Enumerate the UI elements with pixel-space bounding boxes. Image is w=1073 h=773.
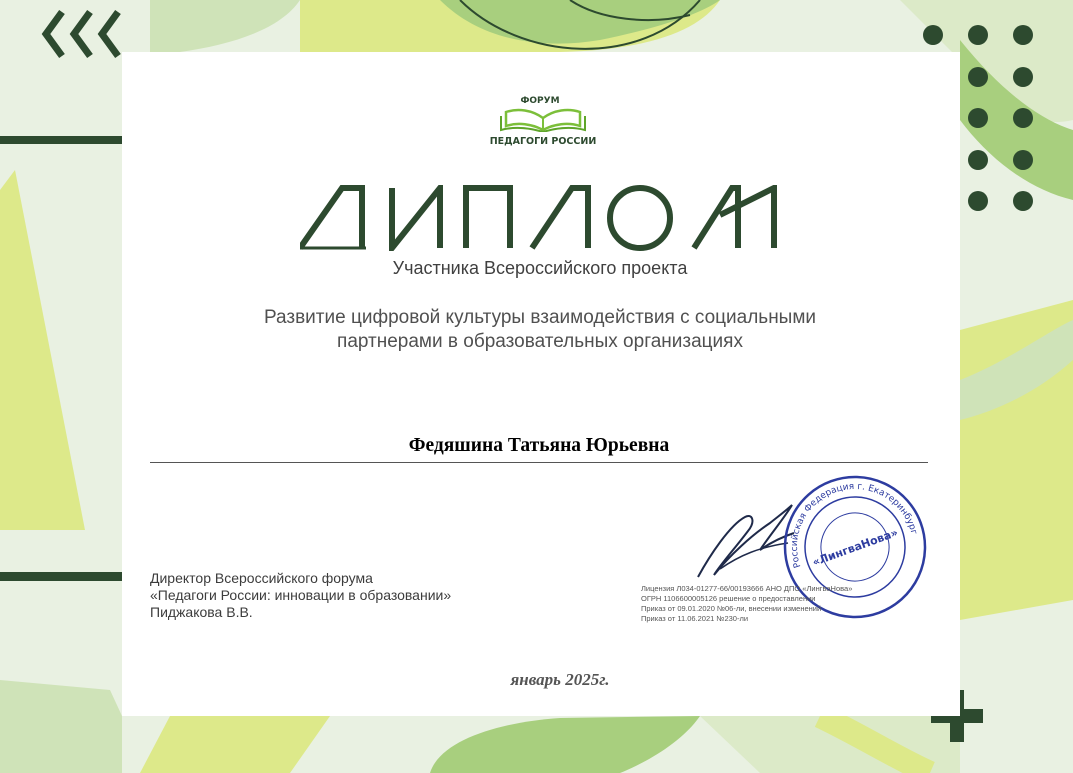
svg-text:Российская Федерация г. Екатер: Российская Федерация г. Екатеринбург <box>789 481 919 570</box>
director-line: Директор Всероссийского форума <box>150 570 373 586</box>
open-book-icon <box>500 108 586 132</box>
license-line: Приказ от 09.01.2020 №06-ли, внесении изменений <box>641 604 822 613</box>
issue-date: январь 2025г. <box>510 670 610 689</box>
project-title-line: партнерами в образовательных организациях <box>337 331 743 352</box>
license-line: Приказ от 11.06.2021 №230-ли <box>641 614 749 623</box>
logo-top-text: ФОРУМ <box>520 96 560 106</box>
license-line: Лицензия Л034-01277-66/00193666 АНО ДПО «ЛингваНова» <box>641 584 853 593</box>
license-line: ОГРН 1106600005126 решение о предоставлении <box>641 594 816 603</box>
forum-logo <box>488 88 598 150</box>
director-line: «Педагоги России: инновации в образовании» <box>150 587 452 603</box>
name-underline <box>150 462 928 463</box>
license-info <box>641 584 931 624</box>
logo-bottom-text: ПЕДАГОГИ РОССИИ <box>489 136 597 147</box>
project-title <box>180 306 900 354</box>
recipient-name: Федяшина Татьяна Юрьевна <box>408 435 670 456</box>
director-signature-block <box>150 570 570 621</box>
director-name: Пиджакова В.В. <box>150 604 253 620</box>
project-title-line: Развитие цифровой культуры взаимодействия с социальными <box>263 307 817 328</box>
diploma-subtitle: Участника Всероссийского проекта <box>392 258 688 278</box>
diploma-heading-wordmark <box>300 185 780 251</box>
svg-text:«ЛингваНова»: «ЛингваНова» <box>810 525 900 569</box>
